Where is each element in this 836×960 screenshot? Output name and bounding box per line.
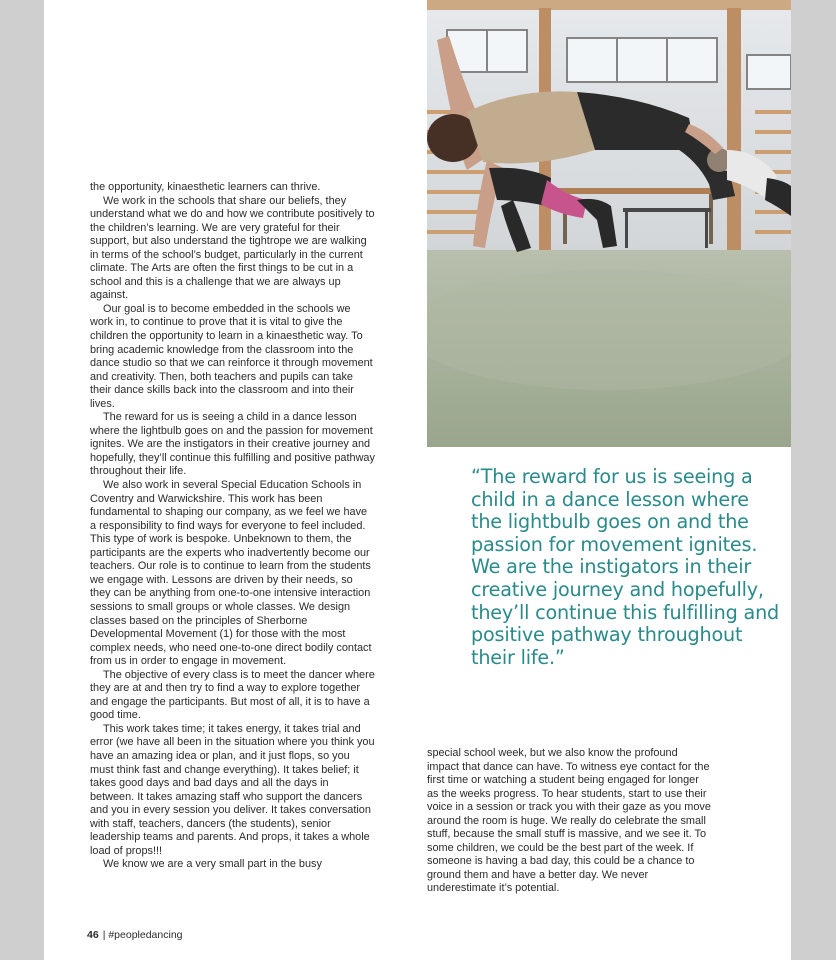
pull-quote: “The reward for us is seeing a child in a dance lesson where the lightbulb goes on and the passion for movement ignites. We are the instigators in their creative journey and hopefully, they’ll continue this fulfilling and positive pathway throughout their life.”	[471, 465, 780, 669]
article-paragraph: The reward for us is seeing a child in a dance lesson where the lightbulb goes on and the passion for movement ignites. We are the instigators in their creative journey and hopefully, they’ll continue this fulfilling and positive pathway throughout their life.	[90, 411, 375, 478]
article-right-column	[427, 747, 712, 896]
magazine-hashtag: #peopledancing	[108, 929, 183, 941]
article-paragraph: We also work in several Special Education Schools in Coventry and Warwickshire. This work has been fundamental to shaping our company, as we feel we have a responsibility to find ways for everyone to feel included. This type of work is bespoke. Unbeknown to them, the participants are the experts who inadvertently become our teachers. Our role is to continue to learn from the students we engage with. Lessons are driven by their needs, so they can be anything from one-to-one intensive interaction sessions to small groups or whole classes. We design classes based on the principles of Sherborne Developmental Movement (1) for those with the most complex needs, who need one-to-one direct bodily contact from us in order to engage in movement.	[90, 479, 372, 668]
article-paragraph: special school week, but we also know the profound impact that dance can have. To witness eye contact for the first time or watching a student being engaged for longer as the weeks progress. To hear students, start to use their voice in a session or track you with their gaze as you move around the room is huge. We really do celebrate the small stuff, because the small stuff is massive, and we see it. To some children, we could be the best part of the week. If someone is having a bad day, this could be a chance to ground them and have a better day. We never underestimate it’s potential.	[427, 747, 711, 895]
footer-separator: |	[102, 929, 106, 941]
article-paragraph: the opportunity, kinaesthetic learners can thrive.	[90, 181, 321, 193]
page-number: 46	[87, 929, 99, 941]
article-paragraph: This work takes time; it takes energy, it takes trial and error (we have all been in the situation where you think you have an amazing idea or plan, and it just flops, so you must think fast and change everything). It takes belief; it takes good days and bad days and all the days in between. It takes amazing staff who support the dancers and you in every session you deliver. It takes conversation with staff, teachers, dancers (the students), senior leadership teams and parents. And props, it takes a whole load of props!!!	[90, 722, 375, 857]
article-paragraph: We know we are a very small part in the busy	[103, 858, 322, 871]
article-paragraph: The objective of every class is to meet the dancer where they are at and then try to find a way to explore together and engage the participants. But most of all, it is to have a good time.	[90, 668, 375, 722]
dance-photo	[427, 0, 791, 447]
page-footer	[87, 929, 183, 941]
dancers-photo-image	[427, 0, 791, 447]
article-left-column	[90, 181, 375, 872]
article-paragraph: We work in the schools that share our beliefs, they understand what we do and how we contribute positively to the children’s learning. We are very grateful for their support, but also understand the tightrope we are walking in terms of the school’s budget, particularly in the current climate. The Arts are often the first things to be cut in a school and this is a challenge that we are always up against.	[90, 194, 375, 302]
article-paragraph: Our goal is to become embedded in the schools we work in, to continue to prove that it is vital to give the children the opportunity to learn in a kinaesthetic way. To bring academic knowledge from the classroom into the dance studio so that we can reinforce it through movement and creativity. Then, both teachers and pupils can take their dance skills back into the classroom and into their lives.	[90, 302, 373, 410]
